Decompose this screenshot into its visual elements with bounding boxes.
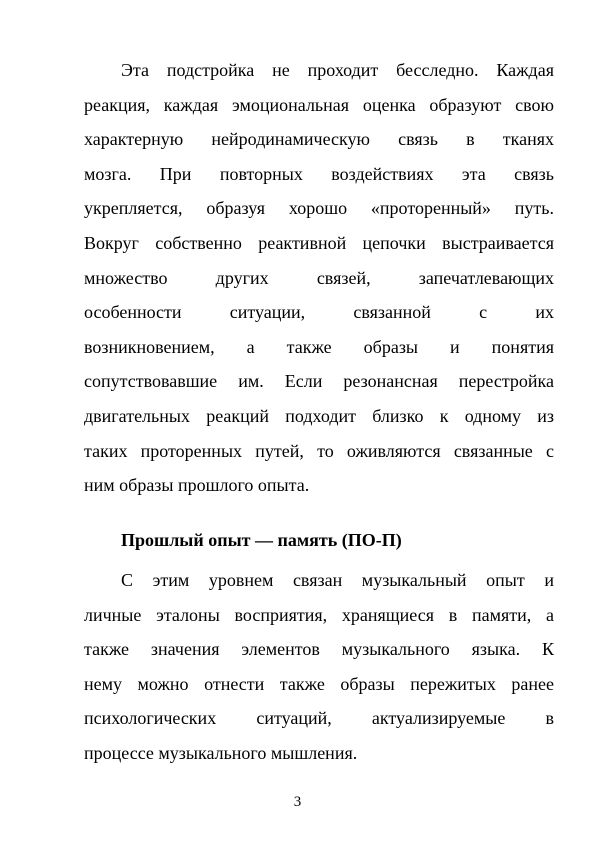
paragraph-line: особенности ситуации, связанной с их bbox=[84, 302, 554, 323]
paragraph-line: возникновением, а также образы и понятия bbox=[84, 336, 554, 357]
paragraph-2 bbox=[84, 563, 554, 771]
paragraph-line: реакция, каждая эмоциональная оценка образуют свою bbox=[84, 94, 554, 115]
paragraph-line: личные эталоны восприятия, хранящиеся в памяти, а bbox=[84, 604, 554, 625]
paragraph-line: ним образы прошлого опыта. bbox=[84, 475, 310, 496]
paragraph-line: Вокруг собственно реактивной цепочки выстраивается bbox=[84, 232, 554, 253]
page-number: 3 bbox=[293, 794, 302, 810]
paragraph-line: психологических ситуаций, актуализируемые в bbox=[84, 708, 554, 729]
section-heading-block bbox=[84, 523, 554, 558]
paragraph-line: характерную нейродинамическую связь в тканях bbox=[84, 129, 554, 150]
paragraph-line: процессе музыкального мышления. bbox=[84, 742, 358, 763]
paragraph-1 bbox=[84, 53, 554, 503]
paragraph-line: Эта подстройка не проходит бесследно. Каждая bbox=[121, 60, 554, 80]
paragraph-line: укрепляется, образуя хорошо «протоpенный» путь. bbox=[84, 198, 554, 219]
paragraph-line: также значения элементов музыкального языка. К bbox=[84, 639, 554, 660]
paragraph-line: С этим уровнем связан музыкальный опыт и bbox=[121, 570, 554, 590]
paragraph-line: множество других связей, запечатлевающих bbox=[84, 267, 554, 288]
paragraph-line: таких протоpенных путей, то оживляются связанные с bbox=[84, 440, 554, 461]
paragraph-line: нему можно отнести также образы пережитых ранее bbox=[84, 673, 554, 694]
paragraph-line: мозга. При повторных воздействиях эта связь bbox=[84, 163, 554, 184]
paragraph-line: двигательных реакций подходит близко к одному из bbox=[84, 405, 554, 426]
paragraph-line: сопутствовавшие им. Если резонансная перестройка bbox=[84, 371, 554, 392]
section-heading: Прошлый опыт — память (ПО-П) bbox=[121, 530, 402, 550]
